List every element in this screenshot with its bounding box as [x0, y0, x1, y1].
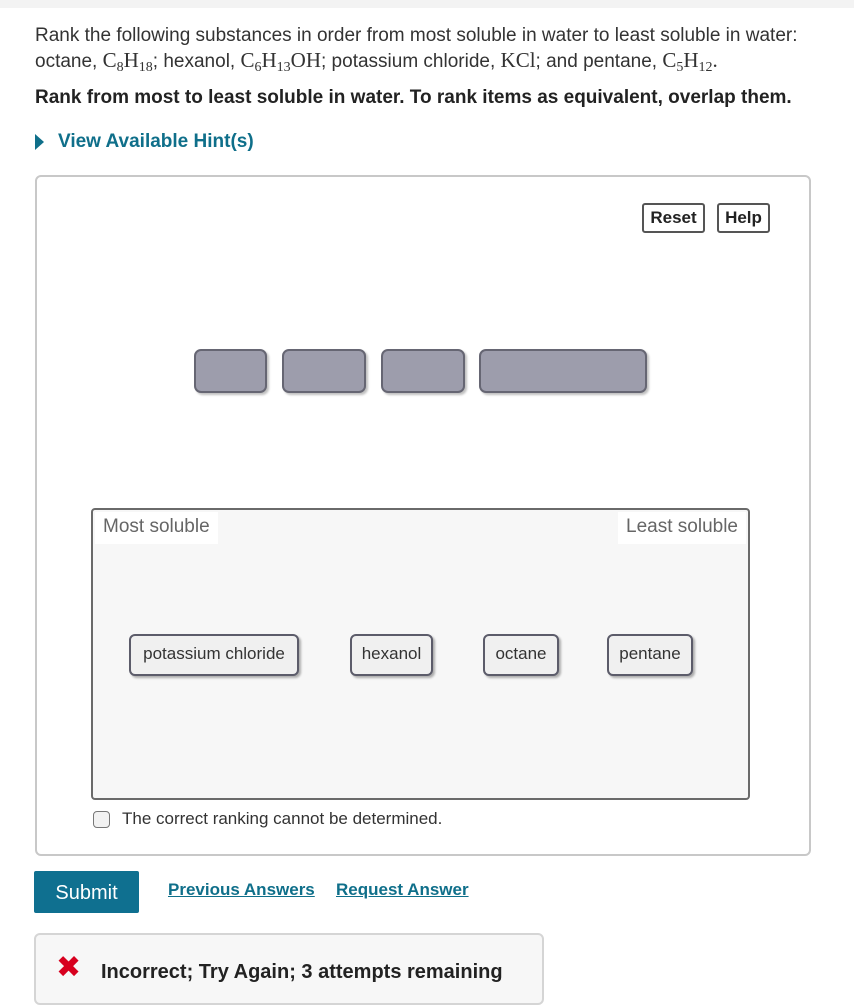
empty-item-slot: [479, 349, 647, 393]
view-hints-toggle[interactable]: [35, 131, 254, 153]
top-strip: [0, 0, 854, 8]
formula-kcl: KCl: [500, 48, 536, 72]
x-icon: ✖: [56, 950, 82, 985]
rank-item-octane[interactable]: octane: [483, 634, 559, 676]
caret-right-icon: [35, 134, 44, 150]
reset-button[interactable]: Reset: [642, 203, 705, 233]
empty-item-slot: [381, 349, 465, 393]
cannot-determine-option[interactable]: [93, 809, 442, 829]
ranking-drop-zone[interactable]: [91, 508, 750, 800]
submit-button[interactable]: Submit: [34, 871, 139, 913]
ranking-panel: [35, 175, 811, 856]
instruction-text: Rank from most to least soluble in water. To rank items as equivalent, overlap them.: [35, 87, 792, 108]
rank-item-hexanol[interactable]: hexanol: [350, 634, 433, 676]
feedback-box: [34, 933, 544, 1005]
request-answer-link[interactable]: Request Answer: [336, 880, 469, 899]
rank-item-potassium-chloride[interactable]: potassium chloride: [129, 634, 299, 676]
previous-answers-link[interactable]: Previous Answers: [168, 880, 315, 899]
question-text: Rank the following substances in order from most soluble in water to least soluble in water: octane, $C_8H_{18}$; hexanol, $C_6H_{13}OH$; potassium chloride, KCl; and pentane, $C_5H_{12}$.: [35, 25, 798, 75]
empty-item-slot: [194, 349, 267, 393]
least-soluble-label: Least soluble: [618, 512, 746, 544]
help-button[interactable]: Help: [717, 203, 770, 233]
cannot-determine-label: The correct ranking cannot be determined.: [122, 809, 443, 828]
empty-item-slot: [282, 349, 366, 393]
formula-hexanol: $C_6H_{13}OH$: [240, 48, 321, 75]
rank-item-pentane[interactable]: pentane: [607, 634, 693, 676]
most-soluble-label: Most soluble: [95, 512, 218, 544]
hint-label: View Available Hint(s): [58, 131, 254, 152]
feedback-message: Incorrect; Try Again; 3 attempts remaining: [101, 961, 503, 983]
formula-octane: $C_8H_{18}$: [102, 48, 153, 75]
cannot-determine-checkbox[interactable]: [93, 811, 110, 828]
formula-pentane: $C_5H_{12}$: [662, 48, 713, 75]
